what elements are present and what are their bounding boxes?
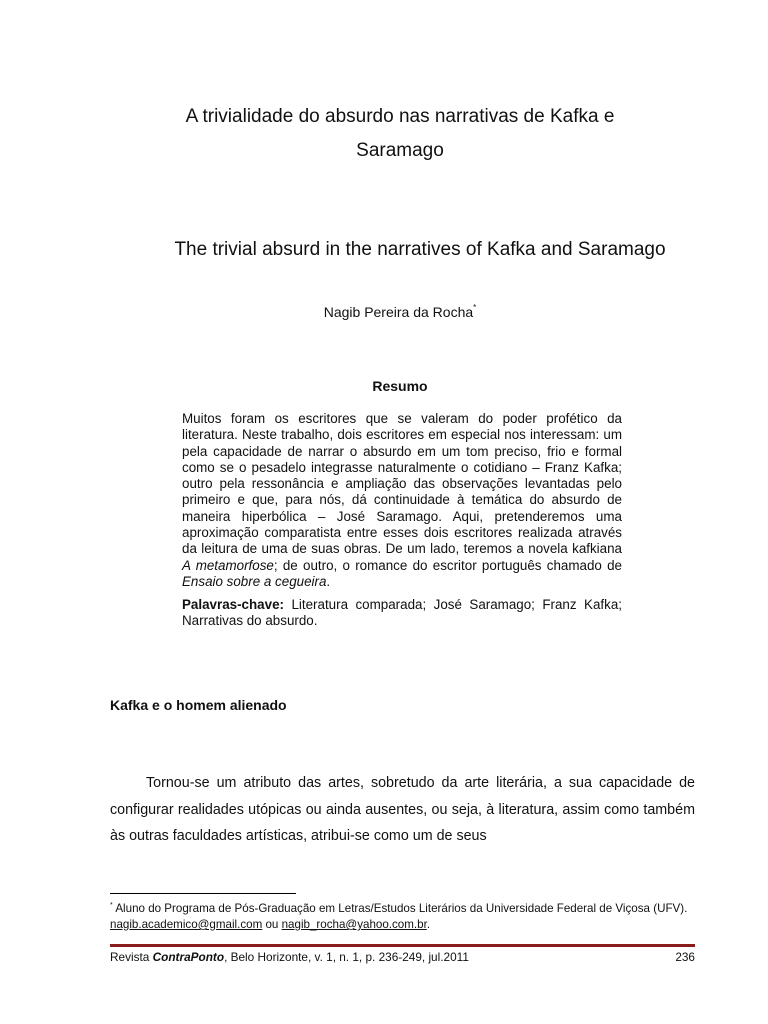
abstract-body: Muitos foram os escritores que se valeram do poder profético da literatura. Neste trabalho, dois escritores em especial nos interessam: um pela capacidade de narrar o absurdo em um tom preciso, frio e formal como se o pesadelo integrasse naturalmente o cotidiano – Franz Kafka; outro pela ressonância e ampliação das observações levantadas pelo primeiro e que, para nós, dá continuidade à temática do absurdo de maneira hiperbólica – José Saramago. Aqui, pretenderemos uma aproximação comparatista entre esses dois escritores realizada através da leitura de uma de suas obras. De um lado, teremos a novela kafkiana — [182, 411, 622, 557]
footer-details: , Belo Horizonte, v. 1, n. 1, p. 236-249, jul.2011 — [224, 950, 469, 964]
abstract-end: . — [326, 573, 331, 589]
title-english: The trivial absurd in the narratives of Kafka and Saramago — [174, 239, 666, 260]
footnote-email-link-1[interactable]: nagib.academico@gmail.com — [110, 918, 263, 931]
keywords — [182, 597, 622, 630]
abstract-work-title-ensaio: Ensaio sobre a cegueira — [182, 573, 327, 589]
footnote-email-link-2[interactable]: nagib_rocha@yahoo.com.br — [281, 918, 427, 931]
author-footnote-marker: * — [473, 303, 477, 312]
footnote-end: . — [426, 918, 431, 931]
footnote-text: Aluno do Programa de Pós-Graduação em Letras/Estudos Literários da Universidade Federal de Viçosa (UFV). — [112, 902, 688, 915]
abstract-body-continued: ; de outro, o romance do escritor português chamado de — [273, 557, 622, 573]
body-paragraph: Tornou-se um atributo das artes, sobretudo da arte literária, a sua capacidade de configurar realidades utópicas ou ainda ausentes, ou seja, à literatura, assim como também às outras faculdades artísticas, atribui-se como um de seus — [110, 775, 695, 844]
keywords-text: Literatura comparada; José Saramago; Franz Kafka; Narrativas do absurdo. — [182, 597, 622, 629]
abstract-text — [182, 411, 622, 590]
footnote-divider — [110, 893, 296, 894]
page-number: 236 — [675, 950, 695, 964]
author-name: Nagib Pereira da Rocha — [323, 304, 474, 320]
author — [200, 303, 600, 320]
footer-divider — [110, 944, 695, 947]
abstract-heading: Resumo — [372, 378, 428, 394]
footnote-separator: ou — [262, 918, 282, 931]
abstract-work-title-metamorfose: A metamorfose — [182, 557, 274, 573]
footer-prefix: Revista — [110, 950, 153, 964]
keywords-label: Palavras-chave: — [182, 597, 284, 612]
footer-journal-name: ContraPonto — [152, 950, 225, 964]
footnote-marker: * — [110, 902, 113, 909]
section-heading: Kafka e o homem alienado — [110, 697, 287, 713]
footer-citation — [110, 950, 469, 964]
title-portuguese — [150, 100, 650, 168]
footnote — [110, 898, 695, 933]
title-portuguese-line-1: A trivialidade do absurdo nas narrativas de Kafka e — [185, 106, 615, 127]
title-portuguese-line-2: Saramago — [356, 140, 444, 161]
